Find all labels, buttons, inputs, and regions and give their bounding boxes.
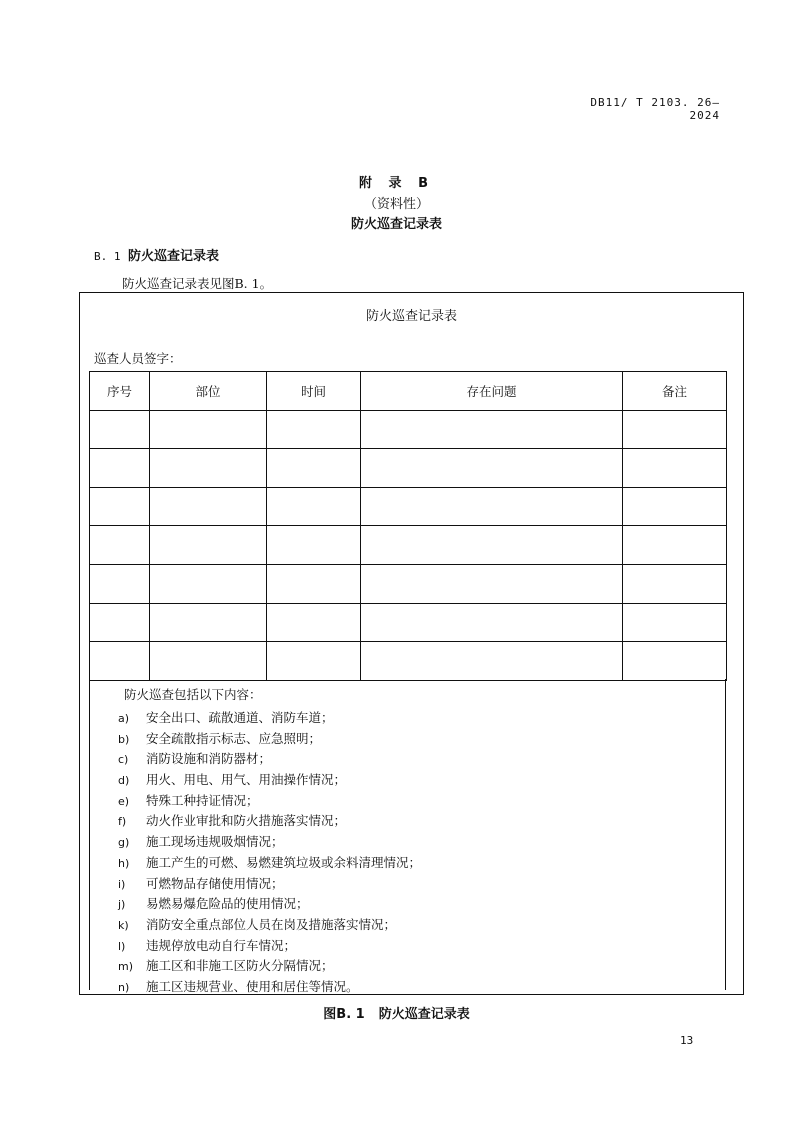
table-row: [90, 526, 727, 565]
col-header: 时间: [267, 372, 361, 411]
table-row: [90, 564, 727, 603]
list-item: [118, 749, 421, 770]
form-frame: [79, 292, 744, 995]
record-table: [89, 371, 727, 681]
list-item: [118, 915, 421, 936]
list-label: m): [118, 960, 134, 974]
table-cell[interactable]: [150, 603, 267, 642]
table-cell[interactable]: [150, 642, 267, 681]
table-cell[interactable]: [90, 487, 150, 526]
table-cell[interactable]: [267, 564, 361, 603]
table-cell[interactable]: [361, 564, 623, 603]
table-cell[interactable]: [623, 410, 727, 449]
list-item: [118, 956, 421, 977]
list-item: [118, 791, 421, 812]
table-cell[interactable]: [623, 642, 727, 681]
col-header: 备注: [623, 372, 727, 411]
table-cell[interactable]: [623, 449, 727, 488]
list-label: j): [118, 898, 126, 912]
list-label: n): [118, 980, 130, 994]
annex-title: 防火巡查记录表: [350, 217, 442, 232]
list-label: h): [118, 856, 130, 870]
list-text: 消防设施和消防器材；: [146, 751, 272, 767]
page-number: 13: [680, 1034, 694, 1047]
list-label: d): [118, 774, 130, 788]
table-cell[interactable]: [361, 603, 623, 642]
table-row: [90, 410, 727, 449]
table-cell[interactable]: [267, 410, 361, 449]
list-label: c): [118, 753, 129, 767]
table-cell[interactable]: [90, 410, 150, 449]
list-item: [118, 894, 421, 915]
list-text: 特殊工种持证情况；: [146, 792, 259, 808]
list-item: [118, 708, 421, 729]
list-item: [118, 874, 421, 895]
table-cell[interactable]: [150, 487, 267, 526]
list-item: [118, 853, 421, 874]
col-header: 序号: [90, 372, 150, 411]
table-cell[interactable]: [90, 603, 150, 642]
annex-nature: （资料性）: [363, 197, 429, 212]
table-cell[interactable]: [90, 526, 150, 565]
table-cell[interactable]: [361, 526, 623, 565]
list-label: e): [118, 794, 130, 808]
table-cell[interactable]: [150, 526, 267, 565]
section-number: B. 1: [94, 250, 121, 263]
table-cell[interactable]: [267, 526, 361, 565]
section-text: 防火巡查记录表见图B. 1。: [122, 276, 273, 291]
table-cell[interactable]: [623, 564, 727, 603]
table-cell[interactable]: [90, 564, 150, 603]
table-cell[interactable]: [150, 564, 267, 603]
list-text: 用火、用电、用气、用油操作情况；: [146, 772, 347, 788]
list-text: 消防安全重点部位人员在岗及措施落实情况；: [146, 916, 397, 932]
annex-label: 附 录 B: [359, 176, 434, 191]
table-cell[interactable]: [361, 449, 623, 488]
table-cell[interactable]: [623, 526, 727, 565]
list-label: l): [118, 939, 126, 953]
table-row: [90, 449, 727, 488]
table-cell[interactable]: [361, 410, 623, 449]
table-cell[interactable]: [361, 487, 623, 526]
list-label: f): [118, 815, 127, 829]
list-text: 施工区违规营业、使用和居住等情况。: [146, 978, 359, 994]
table-cell[interactable]: [267, 487, 361, 526]
list-text: 安全出口、疏散通道、消防车道；: [146, 710, 334, 725]
list-item: [118, 729, 421, 750]
table-cell[interactable]: [267, 642, 361, 681]
list-text: 动火作业审批和防火措施落实情况；: [146, 813, 347, 829]
list-label: g): [118, 836, 130, 850]
table-cell[interactable]: [150, 410, 267, 449]
list-text: 施工现场违规吸烟情况；: [146, 834, 284, 850]
table-cell[interactable]: [267, 449, 361, 488]
list-text: 可燃物品存储使用情况；: [146, 875, 284, 891]
table-cell[interactable]: [361, 642, 623, 681]
col-header: 部位: [150, 372, 267, 411]
list-text: 违规停放电动自行车情况；: [146, 937, 297, 953]
list-item: [118, 977, 421, 998]
table-row: [90, 642, 727, 681]
section-heading: [94, 245, 219, 264]
form-title: 防火巡查记录表: [365, 309, 457, 324]
list-item: [118, 811, 421, 832]
list-label: k): [118, 918, 129, 932]
table-cell[interactable]: [623, 603, 727, 642]
col-header: 存在问题: [361, 372, 623, 411]
section-title: 防火巡查记录表: [128, 249, 220, 264]
list-item: [118, 936, 421, 957]
table-row: [90, 603, 727, 642]
notes-list: [118, 708, 421, 998]
list-label: b): [118, 732, 130, 746]
table-cell[interactable]: [623, 487, 727, 526]
list-label: a): [118, 712, 130, 725]
figure-title: 防火巡查记录表: [378, 1007, 470, 1022]
figure-caption: [0, 1003, 793, 1022]
list-text: 施工产生的可燃、易燃建筑垃圾或余料清理情况；: [146, 854, 422, 870]
notes-box: [89, 679, 726, 994]
list-label: i): [118, 877, 126, 891]
table-row: [90, 487, 727, 526]
figure-number: 图B. 1: [323, 1007, 365, 1022]
list-item: [118, 770, 421, 791]
signer-label: 巡查人员签字：: [94, 351, 182, 366]
list-item: [118, 832, 421, 853]
table-cell[interactable]: [267, 603, 361, 642]
table-cell[interactable]: [150, 449, 267, 488]
list-text: 易燃易爆危险品的使用情况；: [146, 896, 309, 912]
table-cell[interactable]: [90, 449, 150, 488]
notes-intro: 防火巡查包括以下内容：: [124, 687, 262, 702]
list-text: 安全疏散指示标志、应急照明；: [146, 730, 322, 746]
standard-code: DB11/ T 2103. 26—2024: [590, 96, 720, 122]
table-cell[interactable]: [90, 642, 150, 681]
list-text: 施工区和非施工区防火分隔情况；: [146, 958, 334, 974]
table-header-row: [90, 372, 727, 411]
